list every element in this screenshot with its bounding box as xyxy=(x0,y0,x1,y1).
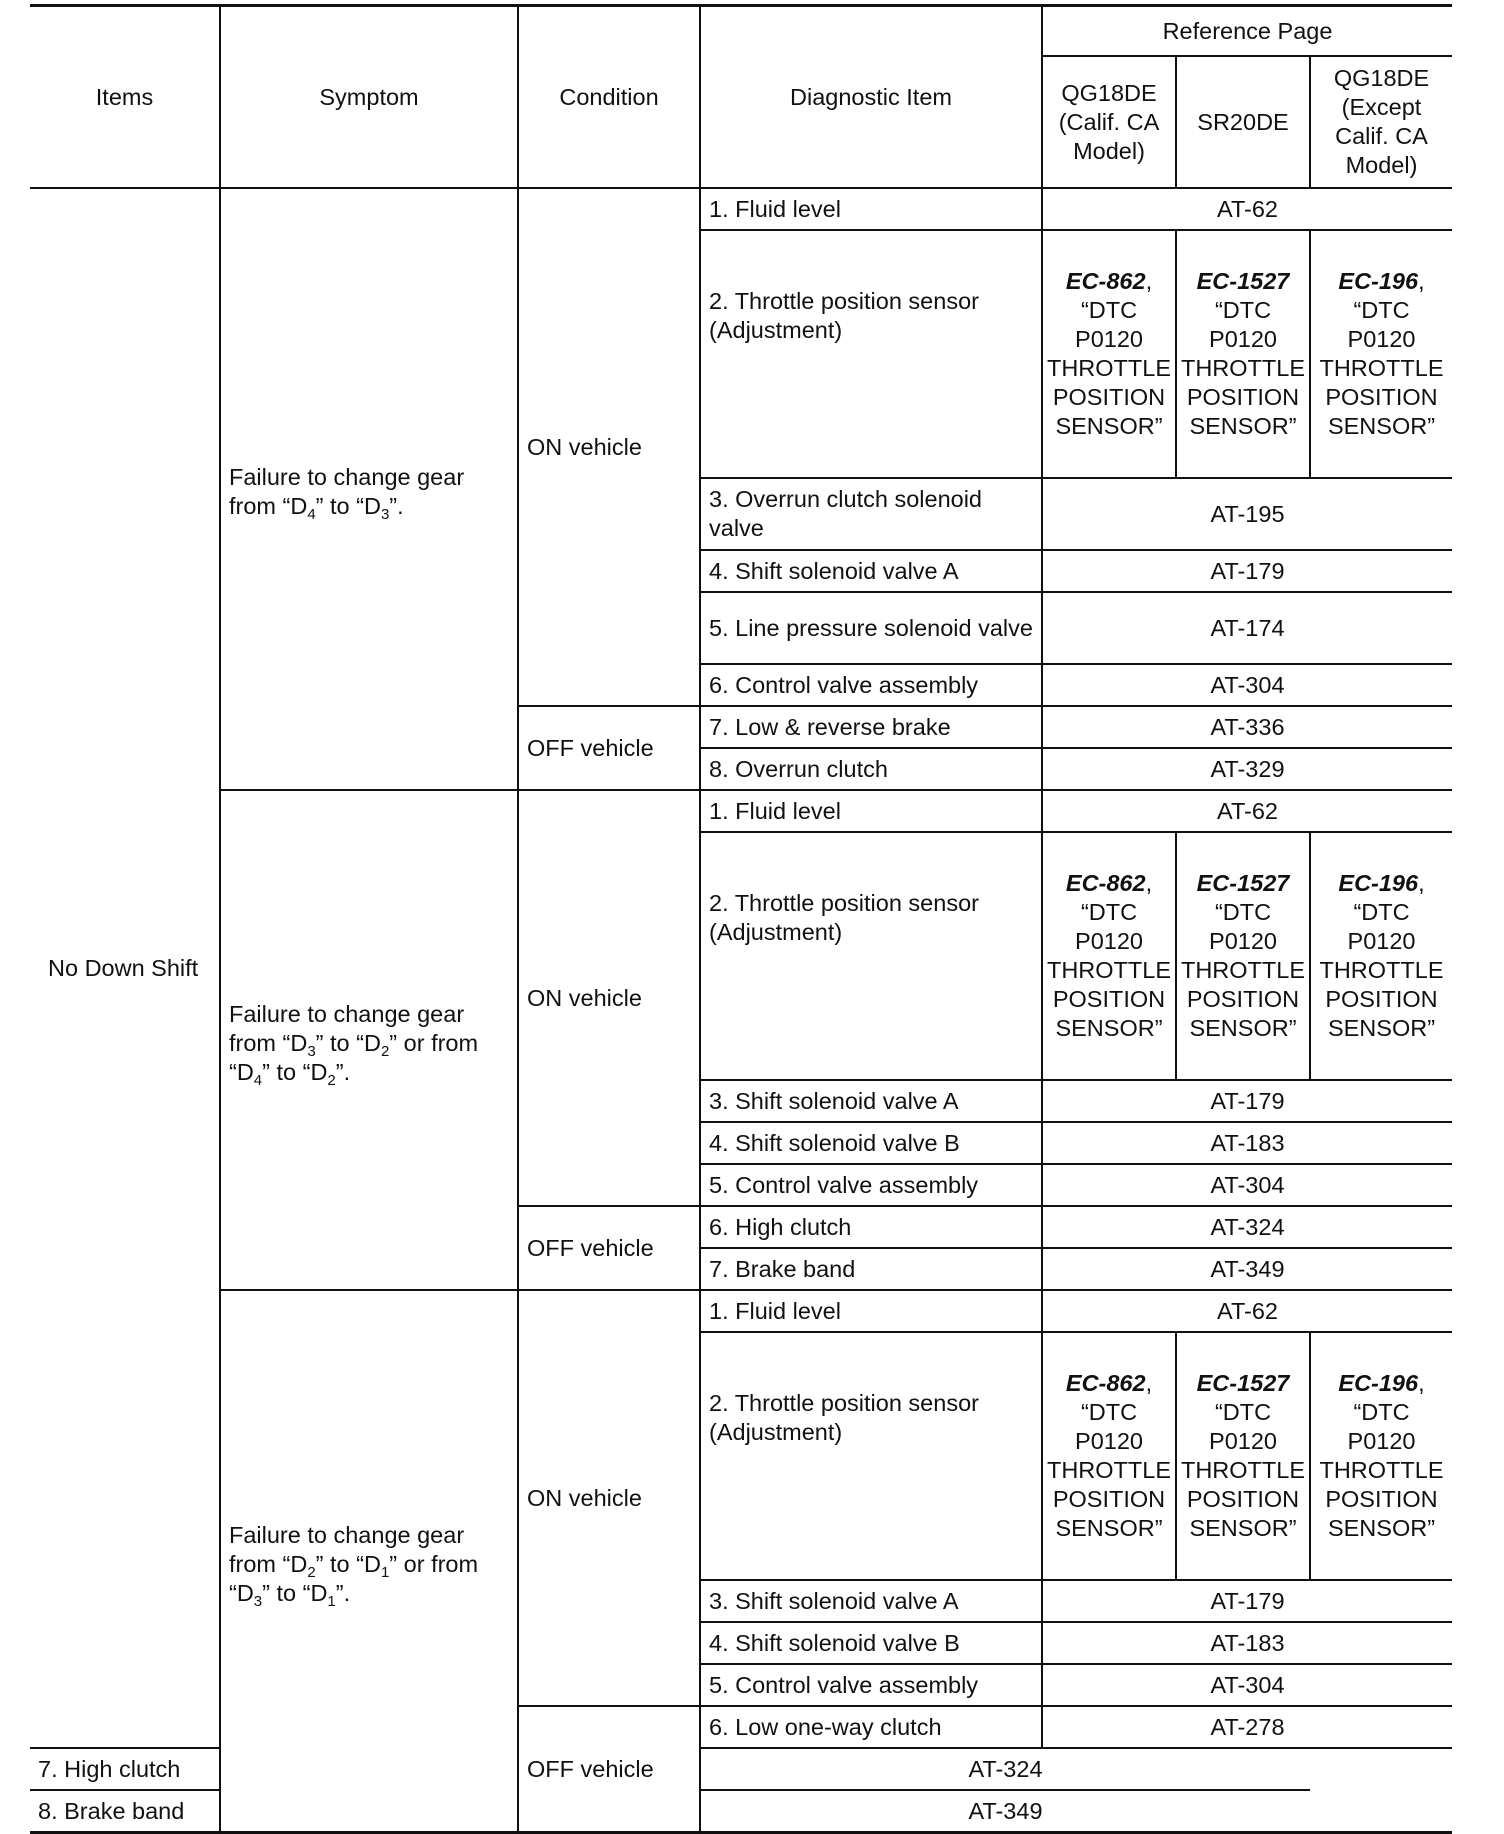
diagnostic-item: 4. Shift solenoid valve A xyxy=(700,550,1042,592)
symptom-text: Failure to change gear from “$D_2$” to “$D_1$” or from “$D_3$” to “$D_1$”. xyxy=(229,1521,479,1610)
diagnostic-item: 8. Brake band xyxy=(30,1790,220,1833)
reference-page: AT-336 xyxy=(1042,706,1452,748)
model-header-line: (Except xyxy=(1341,94,1422,120)
reference-page: AT-349 xyxy=(700,1790,1310,1833)
item-no-down-shift: No Down Shift xyxy=(30,188,220,1748)
reference-page: AT-349 xyxy=(1042,1248,1452,1290)
symptom-cell xyxy=(220,1290,518,1833)
diagnostic-item: 1. Fluid level xyxy=(700,790,1042,832)
model-header-line: Model) xyxy=(1073,137,1145,164)
table-row xyxy=(30,790,1452,832)
diagnostic-item: 7. High clutch xyxy=(30,1748,220,1790)
items-header: Items xyxy=(30,6,220,189)
diagnostic-item: 5. Control valve assembly xyxy=(700,1664,1042,1706)
diagnostic-item: 6. High clutch xyxy=(700,1206,1042,1248)
reference-page: AT-329 xyxy=(1042,748,1452,790)
condition-off-vehicle: OFF vehicle xyxy=(518,1706,700,1833)
reference-page: AT-62 xyxy=(1042,188,1452,230)
diagnostic-item: 7. Brake band xyxy=(700,1248,1042,1290)
reference-page: AT-183 xyxy=(1042,1622,1452,1664)
symptom-text: Failure to change gear from “$D_4$” to “$D_3$”. xyxy=(229,464,465,523)
diagnostic-item: 6. Low one-way clutch xyxy=(700,1706,1042,1748)
header-row xyxy=(30,6,1452,57)
diagnostic-table xyxy=(30,4,1452,1834)
condition-off-vehicle: OFF vehicle xyxy=(518,1206,700,1290)
diagnostic-item: 6. Control valve assembly xyxy=(700,664,1042,706)
reference-ec-sr20de: EC-1527 “DTC P0120 THROTTLE POSITION SENSOR” xyxy=(1176,1332,1310,1580)
condition-on-vehicle: ON vehicle xyxy=(518,790,700,1206)
diagnostic-item: 2. Throttle position sensor (Adjustment) xyxy=(700,1332,1042,1580)
diagnostic-item: 3. Shift solenoid valve A xyxy=(700,1580,1042,1622)
condition-on-vehicle: ON vehicle xyxy=(518,1290,700,1706)
diagnostic-item: 7. Low & reverse brake xyxy=(700,706,1042,748)
reference-page: AT-179 xyxy=(1042,1080,1452,1122)
diagnostic-item-header: Diagnostic Item xyxy=(700,6,1042,189)
reference-ec-qg18de-except: EC-196, “DTC P0120 THROTTLE POSITION SENSOR” xyxy=(1310,230,1452,478)
diagnostic-item: 5. Control valve assembly xyxy=(700,1164,1042,1206)
reference-page: AT-62 xyxy=(1042,1290,1452,1332)
model-header-line: (Calif. CA xyxy=(1058,108,1160,135)
reference-ec-qg18de-calif: EC-862, “DTC P0120 THROTTLE POSITION SENSOR” xyxy=(1042,832,1176,1080)
reference-ec-sr20de: EC-1527 “DTC P0120 THROTTLE POSITION SENSOR” xyxy=(1176,832,1310,1080)
diagnostic-item: 3. Overrun clutch solenoid valve xyxy=(700,478,1042,550)
model-qg18de-calif-header xyxy=(1042,56,1176,188)
symptom-text: Failure to change gear from “$D_3$” to “$D_2$” or from “$D_4$” to “$D_2$”. xyxy=(229,1000,479,1089)
model-header-line: QG18DE xyxy=(1061,79,1157,106)
diagnostic-item: 3. Shift solenoid valve A xyxy=(700,1080,1042,1122)
diagnostic-item: 1. Fluid level xyxy=(700,188,1042,230)
symptom-cell xyxy=(220,790,518,1290)
reference-ec-qg18de-calif: EC-862, “DTC P0120 THROTTLE POSITION SENSOR” xyxy=(1042,230,1176,478)
diagnostic-item: 2. Throttle position sensor (Adjustment) xyxy=(700,832,1042,1080)
diagnostic-item: 1. Fluid level xyxy=(700,1290,1042,1332)
diagnostic-table-page xyxy=(30,4,1452,1834)
diagnostic-item: 5. Line pressure solenoid valve xyxy=(700,592,1042,664)
diagnostic-item: 2. Throttle position sensor (Adjustment) xyxy=(700,230,1042,478)
diagnostic-item: 4. Shift solenoid valve B xyxy=(700,1122,1042,1164)
reference-page: AT-195 xyxy=(1042,478,1452,550)
reference-ec-qg18de-except: EC-196, “DTC P0120 THROTTLE POSITION SENSOR” xyxy=(1310,832,1452,1080)
reference-ec-sr20de: EC-1527 “DTC P0120 THROTTLE POSITION SENSOR” xyxy=(1176,230,1310,478)
reference-page: AT-174 xyxy=(1042,592,1452,664)
reference-page: AT-304 xyxy=(1042,1164,1452,1206)
reference-page-header: Reference Page xyxy=(1042,6,1452,57)
diagnostic-item: 8. Overrun clutch xyxy=(700,748,1042,790)
symptom-header: Symptom xyxy=(220,6,518,189)
condition-header: Condition xyxy=(518,6,700,189)
model-sr20de-header: SR20DE xyxy=(1176,56,1310,188)
reference-page: AT-324 xyxy=(700,1748,1310,1790)
model-header-line: QG18DE xyxy=(1333,65,1430,91)
reference-page: AT-304 xyxy=(1042,664,1452,706)
model-header-line: Model) xyxy=(1345,152,1418,178)
condition-on-vehicle: ON vehicle xyxy=(518,188,700,706)
symptom-cell xyxy=(220,188,518,790)
reference-page: AT-278 xyxy=(1042,1706,1452,1748)
table-row xyxy=(30,1290,1452,1332)
reference-page: AT-179 xyxy=(1042,550,1452,592)
model-qg18de-except-header xyxy=(1310,56,1452,188)
reference-page: AT-62 xyxy=(1042,790,1452,832)
reference-page: AT-179 xyxy=(1042,1580,1452,1622)
reference-page: AT-304 xyxy=(1042,1664,1452,1706)
table-row xyxy=(30,188,1452,230)
reference-ec-qg18de-except: EC-196, “DTC P0120 THROTTLE POSITION SENSOR” xyxy=(1310,1332,1452,1580)
diagnostic-item: 4. Shift solenoid valve B xyxy=(700,1622,1042,1664)
reference-page: AT-183 xyxy=(1042,1122,1452,1164)
reference-page: AT-324 xyxy=(1042,1206,1452,1248)
reference-ec-qg18de-calif: EC-862, “DTC P0120 THROTTLE POSITION SENSOR” xyxy=(1042,1332,1176,1580)
condition-off-vehicle: OFF vehicle xyxy=(518,706,700,790)
model-header-line: Calif. CA xyxy=(1335,123,1428,149)
